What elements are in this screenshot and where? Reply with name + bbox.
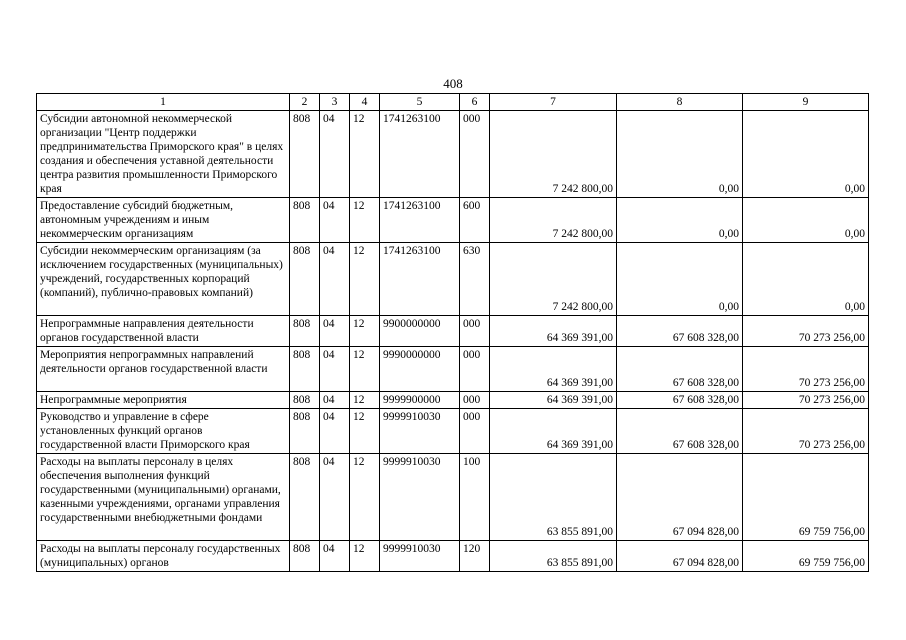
table-row (37, 111, 869, 198)
cell-amount-8: 0,00 (617, 111, 743, 198)
table-row (37, 198, 869, 243)
col-header: 9 (743, 94, 869, 111)
cell-admin: 808 (290, 243, 320, 316)
cell-subsection: 12 (350, 454, 380, 541)
cell-amount-9: 0,00 (743, 243, 869, 316)
cell-expense-type: 000 (460, 111, 490, 198)
row-name: Расходы на выплаты персоналу в целях обеспечения выполнения функций государственными (муниципальными) органами, казенными учреждениями, органами управления государственными внебюджетными фондами (37, 454, 290, 541)
cell-target: 9999900000 (380, 392, 460, 409)
cell-amount-8: 67 608 328,00 (617, 392, 743, 409)
cell-amount-7: 7 242 800,00 (490, 198, 617, 243)
cell-target: 1741263100 (380, 111, 460, 198)
row-name: Непрограммные мероприятия (37, 392, 290, 409)
cell-expense-type: 000 (460, 392, 490, 409)
cell-amount-9: 70 273 256,00 (743, 409, 869, 454)
cell-subsection: 12 (350, 409, 380, 454)
cell-amount-7: 7 242 800,00 (490, 243, 617, 316)
cell-target: 9990000000 (380, 347, 460, 392)
cell-section: 04 (320, 316, 350, 347)
cell-expense-type: 100 (460, 454, 490, 541)
cell-target: 9999910030 (380, 454, 460, 541)
cell-section: 04 (320, 392, 350, 409)
cell-admin: 808 (290, 454, 320, 541)
cell-amount-8: 67 608 328,00 (617, 347, 743, 392)
cell-amount-7: 64 369 391,00 (490, 347, 617, 392)
page-number: 408 (443, 76, 463, 91)
col-header: 3 (320, 94, 350, 111)
cell-amount-9: 70 273 256,00 (743, 347, 869, 392)
col-header: 7 (490, 94, 617, 111)
row-name: Руководство и управление в сфере установленных функций органов государственной власти Приморского края (37, 409, 290, 454)
cell-subsection: 12 (350, 243, 380, 316)
cell-amount-7: 64 369 391,00 (490, 392, 617, 409)
cell-subsection: 12 (350, 347, 380, 392)
cell-admin: 808 (290, 198, 320, 243)
col-header: 4 (350, 94, 380, 111)
row-name: Предоставление субсидий бюджетным, автономным учреждениям и иным некоммерческим организациям (37, 198, 290, 243)
col-header: 5 (380, 94, 460, 111)
cell-section: 04 (320, 198, 350, 243)
table-row (37, 347, 869, 392)
row-name: Субсидии некоммерческим организациям (за исключением государственных (муниципальных) учреждений, государственных корпораций (компаний), публично-правовых компаний) (37, 243, 290, 316)
col-header: 8 (617, 94, 743, 111)
cell-admin: 808 (290, 111, 320, 198)
col-header: 2 (290, 94, 320, 111)
cell-target: 9999910030 (380, 409, 460, 454)
cell-amount-7: 7 242 800,00 (490, 111, 617, 198)
cell-amount-8: 67 608 328,00 (617, 316, 743, 347)
cell-amount-9: 0,00 (743, 198, 869, 243)
cell-amount-7: 63 855 891,00 (490, 454, 617, 541)
cell-expense-type: 000 (460, 409, 490, 454)
cell-target: 1741263100 (380, 243, 460, 316)
cell-section: 04 (320, 111, 350, 198)
cell-section: 04 (320, 409, 350, 454)
header-row (37, 94, 869, 111)
table-row (37, 409, 869, 454)
cell-amount-8: 0,00 (617, 198, 743, 243)
row-name: Расходы на выплаты персоналу государственных (муниципальных) органов (37, 541, 290, 572)
cell-amount-9: 0,00 (743, 111, 869, 198)
cell-amount-8: 0,00 (617, 243, 743, 316)
cell-amount-8: 67 094 828,00 (617, 454, 743, 541)
cell-expense-type: 000 (460, 316, 490, 347)
table-row (37, 541, 869, 572)
cell-amount-7: 63 855 891,00 (490, 541, 617, 572)
row-name: Непрограммные направления деятельности органов государственной власти (37, 316, 290, 347)
cell-amount-9: 69 759 756,00 (743, 454, 869, 541)
cell-subsection: 12 (350, 541, 380, 572)
cell-admin: 808 (290, 409, 320, 454)
row-name: Субсидии автономной некоммерческой организации "Центр поддержки предпринимательства Приморского края" в целях создания и обеспечения уставной деятельности центра развития промышленности Приморского края (37, 111, 290, 198)
cell-amount-9: 70 273 256,00 (743, 392, 869, 409)
table-row (37, 454, 869, 541)
cell-amount-9: 69 759 756,00 (743, 541, 869, 572)
cell-expense-type: 600 (460, 198, 490, 243)
cell-amount-9: 70 273 256,00 (743, 316, 869, 347)
col-header: 1 (37, 94, 290, 111)
cell-amount-8: 67 608 328,00 (617, 409, 743, 454)
cell-subsection: 12 (350, 198, 380, 243)
cell-admin: 808 (290, 541, 320, 572)
cell-subsection: 12 (350, 316, 380, 347)
cell-section: 04 (320, 454, 350, 541)
cell-expense-type: 630 (460, 243, 490, 316)
cell-target: 1741263100 (380, 198, 460, 243)
cell-section: 04 (320, 347, 350, 392)
cell-expense-type: 000 (460, 347, 490, 392)
cell-amount-8: 67 094 828,00 (617, 541, 743, 572)
cell-section: 04 (320, 541, 350, 572)
col-header: 6 (460, 94, 490, 111)
cell-target: 9900000000 (380, 316, 460, 347)
cell-admin: 808 (290, 392, 320, 409)
cell-expense-type: 120 (460, 541, 490, 572)
cell-amount-7: 64 369 391,00 (490, 316, 617, 347)
budget-table (36, 93, 869, 572)
cell-target: 9999910030 (380, 541, 460, 572)
cell-section: 04 (320, 243, 350, 316)
cell-admin: 808 (290, 316, 320, 347)
table-row (37, 392, 869, 409)
cell-subsection: 12 (350, 392, 380, 409)
table-row (37, 243, 869, 316)
cell-amount-7: 64 369 391,00 (490, 409, 617, 454)
table-row (37, 316, 869, 347)
row-name: Мероприятия непрограммных направлений деятельности органов государственной власти (37, 347, 290, 392)
cell-admin: 808 (290, 347, 320, 392)
cell-subsection: 12 (350, 111, 380, 198)
